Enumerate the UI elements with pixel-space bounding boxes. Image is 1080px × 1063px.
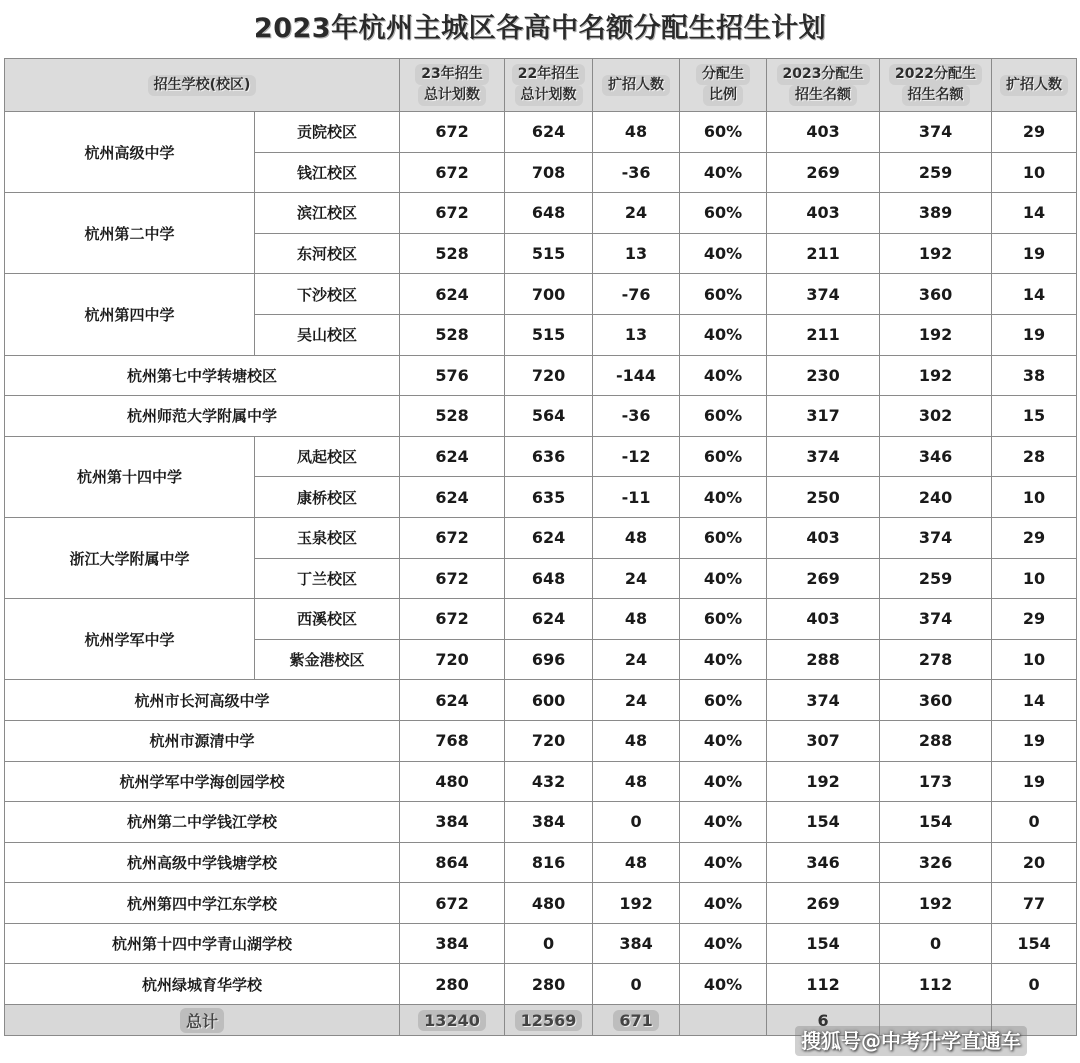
cell-t23: 672 <box>400 558 505 599</box>
cell-ratio: 40% <box>680 923 767 964</box>
cell-t23: 624 <box>400 680 505 721</box>
school-name: 杭州学军中学海创园学校 <box>5 761 400 802</box>
cell-t22: 432 <box>505 761 593 802</box>
header-alloc23: 2023分配生 招生名额 <box>767 59 880 112</box>
cell-a22: 278 <box>880 639 992 680</box>
cell-e1: 48 <box>593 761 680 802</box>
table-row <box>5 923 1077 964</box>
cell-t22: 515 <box>505 314 593 355</box>
cell-e2: 29 <box>992 517 1077 558</box>
cell-e2: 28 <box>992 436 1077 477</box>
cell-a23: 374 <box>767 436 880 477</box>
totals-t22: 12569 <box>505 1005 593 1036</box>
table-header-row <box>5 59 1077 112</box>
table-row <box>5 355 1077 396</box>
cell-e2: 19 <box>992 233 1077 274</box>
table-row <box>5 842 1077 883</box>
cell-t23: 576 <box>400 355 505 396</box>
cell-a22: 374 <box>880 517 992 558</box>
cell-e1: -36 <box>593 396 680 437</box>
cell-t23: 720 <box>400 639 505 680</box>
school-name: 杭州师范大学附属中学 <box>5 396 400 437</box>
totals-t23: 13240 <box>400 1005 505 1036</box>
table-row <box>5 436 1077 477</box>
cell-t23: 768 <box>400 720 505 761</box>
cell-a22: 259 <box>880 152 992 193</box>
cell-e1: -11 <box>593 477 680 518</box>
cell-t23: 624 <box>400 274 505 315</box>
totals-a23: 6 <box>767 1005 880 1036</box>
cell-ratio: 40% <box>680 883 767 924</box>
cell-t23: 280 <box>400 964 505 1005</box>
cell-t23: 672 <box>400 152 505 193</box>
header-total22: 22年招生 总计划数 <box>505 59 593 112</box>
cell-e2: 0 <box>992 802 1077 843</box>
cell-a23: 403 <box>767 599 880 640</box>
cell-a23: 112 <box>767 964 880 1005</box>
school-name: 杭州第二中学钱江学校 <box>5 802 400 843</box>
cell-e2: 14 <box>992 193 1077 234</box>
campus-name: 吴山校区 <box>255 314 400 355</box>
cell-ratio: 60% <box>680 517 767 558</box>
cell-ratio: 40% <box>680 355 767 396</box>
cell-e2: 19 <box>992 761 1077 802</box>
allocation-table <box>4 58 1077 1036</box>
campus-name: 贡院校区 <box>255 112 400 153</box>
cell-ratio: 40% <box>680 558 767 599</box>
cell-a23: 154 <box>767 802 880 843</box>
cell-t22: 636 <box>505 436 593 477</box>
cell-t22: 624 <box>505 517 593 558</box>
cell-ratio: 40% <box>680 477 767 518</box>
cell-a23: 288 <box>767 639 880 680</box>
school-name: 杭州市长河高级中学 <box>5 680 400 721</box>
cell-a22: 192 <box>880 883 992 924</box>
cell-ratio: 40% <box>680 152 767 193</box>
cell-e1: 48 <box>593 842 680 883</box>
cell-ratio: 60% <box>680 599 767 640</box>
school-name: 杭州第二中学 <box>5 193 255 274</box>
cell-a22: 346 <box>880 436 992 477</box>
cell-ratio: 40% <box>680 720 767 761</box>
header-expand2: 扩招人数 <box>992 59 1077 112</box>
page-title: 2023年杭州主城区各高中名额分配生招生计划 <box>253 13 827 44</box>
cell-a23: 192 <box>767 761 880 802</box>
cell-t22: 515 <box>505 233 593 274</box>
cell-t23: 672 <box>400 517 505 558</box>
table-row <box>5 517 1077 558</box>
cell-a23: 403 <box>767 517 880 558</box>
watermark: 搜狐号@中考升学直通车 <box>795 1026 1027 1056</box>
cell-e2: 15 <box>992 396 1077 437</box>
table-row <box>5 720 1077 761</box>
campus-name: 东河校区 <box>255 233 400 274</box>
cell-t23: 672 <box>400 599 505 640</box>
school-name: 杭州第十四中学青山湖学校 <box>5 923 400 964</box>
cell-e1: 24 <box>593 639 680 680</box>
table-row <box>5 112 1077 153</box>
cell-t22: 0 <box>505 923 593 964</box>
school-name: 杭州高级中学钱塘学校 <box>5 842 400 883</box>
cell-t22: 280 <box>505 964 593 1005</box>
cell-e2: 38 <box>992 355 1077 396</box>
table-row <box>5 761 1077 802</box>
cell-a22: 240 <box>880 477 992 518</box>
cell-t23: 672 <box>400 193 505 234</box>
cell-a22: 154 <box>880 802 992 843</box>
cell-e1: -12 <box>593 436 680 477</box>
school-name: 杭州市源清中学 <box>5 720 400 761</box>
cell-t22: 624 <box>505 112 593 153</box>
cell-t22: 648 <box>505 558 593 599</box>
cell-t22: 564 <box>505 396 593 437</box>
cell-a23: 250 <box>767 477 880 518</box>
cell-t22: 480 <box>505 883 593 924</box>
cell-t23: 624 <box>400 436 505 477</box>
cell-e1: 24 <box>593 193 680 234</box>
school-name: 杭州第十四中学 <box>5 436 255 517</box>
cell-ratio: 40% <box>680 314 767 355</box>
cell-ratio: 60% <box>680 680 767 721</box>
cell-ratio: 60% <box>680 193 767 234</box>
cell-ratio: 60% <box>680 396 767 437</box>
table-row <box>5 396 1077 437</box>
table-row <box>5 883 1077 924</box>
cell-a23: 269 <box>767 152 880 193</box>
cell-e1: 13 <box>593 233 680 274</box>
cell-ratio: 40% <box>680 842 767 883</box>
cell-ratio: 60% <box>680 436 767 477</box>
cell-a22: 374 <box>880 112 992 153</box>
cell-a23: 403 <box>767 193 880 234</box>
cell-a22: 288 <box>880 720 992 761</box>
table-row <box>5 964 1077 1005</box>
cell-a23: 154 <box>767 923 880 964</box>
campus-name: 滨江校区 <box>255 193 400 234</box>
cell-t22: 624 <box>505 599 593 640</box>
campus-name: 康桥校区 <box>255 477 400 518</box>
header-expand1: 扩招人数 <box>593 59 680 112</box>
cell-e1: -144 <box>593 355 680 396</box>
cell-a22: 0 <box>880 923 992 964</box>
table-row <box>5 193 1077 234</box>
cell-e1: 13 <box>593 314 680 355</box>
cell-a22: 259 <box>880 558 992 599</box>
cell-t23: 672 <box>400 112 505 153</box>
school-name: 杭州第四中学江东学校 <box>5 883 400 924</box>
cell-a22: 360 <box>880 680 992 721</box>
cell-t22: 696 <box>505 639 593 680</box>
cell-a23: 211 <box>767 314 880 355</box>
cell-t23: 384 <box>400 802 505 843</box>
school-name: 浙江大学附属中学 <box>5 517 255 598</box>
campus-name: 钱江校区 <box>255 152 400 193</box>
cell-t23: 528 <box>400 396 505 437</box>
cell-a22: 326 <box>880 842 992 883</box>
cell-e2: 10 <box>992 639 1077 680</box>
cell-e1: 24 <box>593 680 680 721</box>
header-total23: 23年招生 总计划数 <box>400 59 505 112</box>
cell-a23: 346 <box>767 842 880 883</box>
cell-e1: 48 <box>593 599 680 640</box>
cell-e2: 10 <box>992 558 1077 599</box>
cell-e2: 29 <box>992 599 1077 640</box>
totals-label: 总计 <box>5 1005 400 1036</box>
cell-t22: 600 <box>505 680 593 721</box>
cell-e2: 154 <box>992 923 1077 964</box>
cell-a23: 269 <box>767 558 880 599</box>
campus-name: 凤起校区 <box>255 436 400 477</box>
cell-a22: 302 <box>880 396 992 437</box>
totals-ratio <box>680 1005 767 1036</box>
cell-e2: 14 <box>992 680 1077 721</box>
cell-a23: 374 <box>767 680 880 721</box>
cell-ratio: 40% <box>680 761 767 802</box>
cell-t22: 635 <box>505 477 593 518</box>
cell-e2: 10 <box>992 152 1077 193</box>
totals-e1: 671 <box>593 1005 680 1036</box>
cell-a23: 403 <box>767 112 880 153</box>
cell-e1: 384 <box>593 923 680 964</box>
cell-ratio: 40% <box>680 964 767 1005</box>
cell-t23: 384 <box>400 923 505 964</box>
cell-e1: 24 <box>593 558 680 599</box>
cell-t23: 528 <box>400 233 505 274</box>
cell-t22: 700 <box>505 274 593 315</box>
cell-a22: 360 <box>880 274 992 315</box>
cell-ratio: 60% <box>680 112 767 153</box>
campus-name: 西溪校区 <box>255 599 400 640</box>
school-name: 杭州第四中学 <box>5 274 255 355</box>
cell-a23: 269 <box>767 883 880 924</box>
cell-e1: -76 <box>593 274 680 315</box>
cell-t23: 672 <box>400 883 505 924</box>
campus-name: 丁兰校区 <box>255 558 400 599</box>
header-alloc22: 2022分配生 招生名额 <box>880 59 992 112</box>
cell-t23: 624 <box>400 477 505 518</box>
cell-t22: 708 <box>505 152 593 193</box>
cell-e1: 48 <box>593 112 680 153</box>
cell-t22: 384 <box>505 802 593 843</box>
cell-e2: 77 <box>992 883 1077 924</box>
table-row <box>5 680 1077 721</box>
cell-t23: 864 <box>400 842 505 883</box>
cell-a22: 112 <box>880 964 992 1005</box>
cell-t22: 648 <box>505 193 593 234</box>
cell-e1: 0 <box>593 964 680 1005</box>
cell-t22: 816 <box>505 842 593 883</box>
cell-e1: 48 <box>593 517 680 558</box>
campus-name: 玉泉校区 <box>255 517 400 558</box>
cell-e1: -36 <box>593 152 680 193</box>
cell-e2: 29 <box>992 112 1077 153</box>
campus-name: 下沙校区 <box>255 274 400 315</box>
cell-a22: 374 <box>880 599 992 640</box>
cell-a22: 192 <box>880 355 992 396</box>
cell-e1: 48 <box>593 720 680 761</box>
table-row <box>5 802 1077 843</box>
table-row <box>5 599 1077 640</box>
school-name: 杭州学军中学 <box>5 599 255 680</box>
cell-ratio: 40% <box>680 233 767 274</box>
cell-e1: 192 <box>593 883 680 924</box>
table-body <box>5 112 1077 1005</box>
cell-a23: 317 <box>767 396 880 437</box>
school-name: 杭州高级中学 <box>5 112 255 193</box>
cell-a23: 307 <box>767 720 880 761</box>
cell-e2: 19 <box>992 314 1077 355</box>
cell-e2: 10 <box>992 477 1077 518</box>
cell-ratio: 40% <box>680 639 767 680</box>
cell-a22: 389 <box>880 193 992 234</box>
school-name: 杭州绿城育华学校 <box>5 964 400 1005</box>
cell-a22: 192 <box>880 233 992 274</box>
cell-a23: 374 <box>767 274 880 315</box>
cell-ratio: 40% <box>680 802 767 843</box>
cell-e1: 0 <box>593 802 680 843</box>
cell-a23: 230 <box>767 355 880 396</box>
school-name: 杭州第七中学转塘校区 <box>5 355 400 396</box>
cell-t22: 720 <box>505 720 593 761</box>
cell-t23: 480 <box>400 761 505 802</box>
cell-t22: 720 <box>505 355 593 396</box>
cell-a22: 192 <box>880 314 992 355</box>
campus-name: 紫金港校区 <box>255 639 400 680</box>
cell-e2: 19 <box>992 720 1077 761</box>
cell-e2: 0 <box>992 964 1077 1005</box>
cell-e2: 14 <box>992 274 1077 315</box>
table-row <box>5 274 1077 315</box>
header-school: 招生学校(校区) <box>5 59 400 112</box>
cell-a22: 173 <box>880 761 992 802</box>
cell-a23: 211 <box>767 233 880 274</box>
cell-ratio: 60% <box>680 274 767 315</box>
header-ratio: 分配生 比例 <box>680 59 767 112</box>
cell-e2: 20 <box>992 842 1077 883</box>
cell-t23: 528 <box>400 314 505 355</box>
